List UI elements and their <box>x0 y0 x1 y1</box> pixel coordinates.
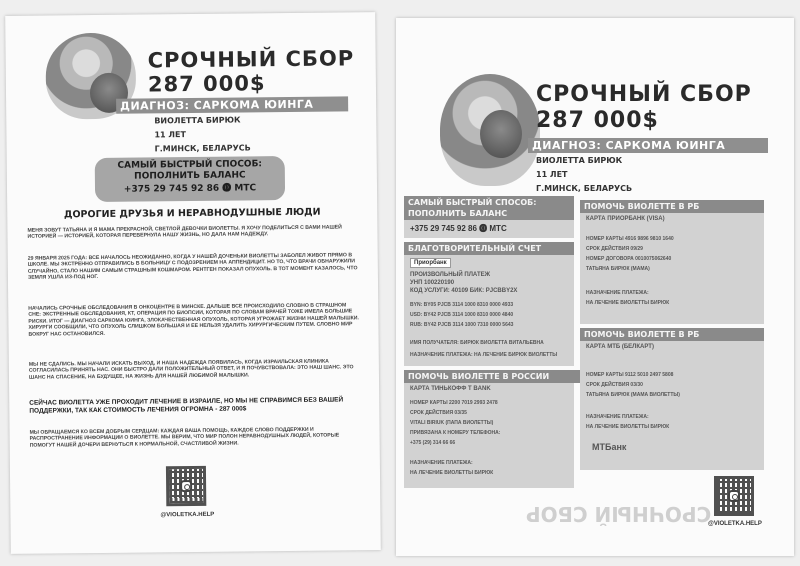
rb-mtb-line: КАРТА МТБ (БЕЛКАРТ) <box>586 344 654 350</box>
headline: СРОЧНЫЙ СБОР <box>147 46 355 73</box>
amount: 287 000$ <box>147 71 266 97</box>
russia-line: КАРТА ТИНЬКОФФ Т BANK <box>410 386 491 392</box>
rb-mtb-line: СРОК ДЕЙСТВИЯ 03/30 <box>586 382 643 388</box>
rb-mtb-title: ПОМОЧЬ ВИОЛЕТТЕ В РБ <box>580 328 764 341</box>
patient-city: Г.МИНСК, БЕЛАРУСЬ <box>536 184 633 193</box>
charity-line: УНП 100220190 <box>410 280 455 286</box>
mtbank-logo: МТБанк <box>592 442 627 452</box>
fast-way-box <box>404 196 574 238</box>
help-rb-mtb-box <box>580 328 764 470</box>
fast-way-pill <box>95 156 285 202</box>
paragraph-5: СЕЙЧАС ВИОЛЕТТА УЖЕ ПРОХОДИТ ЛЕЧЕНИЕ В ИЗРАИЛЕ, НО МЫ НЕ СПРАВИМСЯ БЕЗ ВАШЕЙ ПОДДЕРЖКИ, ТАК КАК СТОИМОСТЬ ЛЕЧЕНИЯ ОГРОМНА - 287 000$ <box>29 396 344 415</box>
priorbank-logo: Приорбанк <box>410 258 451 268</box>
rb-mtb-line: НОМЕР КАРТЫ 9112 5010 2497 5808 <box>586 372 674 378</box>
diagnosis-band: ДИАГНОЗ: САРКОМА ЮИНГА <box>116 96 348 113</box>
patient-name: ВИОЛЕТТА БИРЮК <box>154 115 241 126</box>
instagram-qr-code <box>714 476 754 516</box>
charity-line: RUB: BY42 PJCB 3114 1000 7310 0000 5643 <box>410 322 514 328</box>
help-rb-prior-box <box>580 200 764 324</box>
amount: 287 000$ <box>536 108 659 133</box>
rb-mtb-line: НА ЛЕЧЕНИЕ ВИОЛЕТТЫ БИРЮК <box>586 424 670 430</box>
paragraph-1: МЕНЯ ЗОВУТ ТАТЬЯНА И Я МАМА ПРЕКРАСНОЙ, СВЕТЛОЙ ДЕВОЧКИ ВИОЛЕТТЫ. Я ХОЧУ ПОДЕЛИТЬСЯ С ВАМИ НАШЕЙ ИСТОРИЕЙ — ИСТОРИЕЙ, КОТОРАЯ ПЕРЕВЕРНУЛА НАШУ ЖИЗНЬ, НО ДАЛА НАМ НАДЕЖДУ. <box>27 224 342 241</box>
russia-line: НАЗНАЧЕНИЕ ПЛАТЕЖА: <box>410 460 473 466</box>
instagram-handle: @VIOLETKA.HELP <box>160 511 215 519</box>
patient-age: 11 ЛЕТ <box>154 130 186 140</box>
bleed-through-text: СРОЧНЫЙ СБОР <box>526 502 712 526</box>
charity-line: USD: BY42 PJCB 3114 1000 8310 0000 4840 <box>410 312 514 318</box>
phone-number: +375 29 745 92 86 ⓿ МТС <box>410 224 507 233</box>
patient-age: 11 ЛЕТ <box>536 170 568 179</box>
paragraph-3: НАЧАЛИСЬ СРОЧНЫЕ ОБСЛЕДОВАНИЯ В ОНКОЦЕНТРЕ В МИНСКЕ. ДАЛЬШЕ ВСЕ ПРОИСХОДИЛО СЛОВНО В СТРАШНОМ СНЕ: ЭКСТРЕННЫЕ ОБСЛЕДОВАНИЯ, КТ, ОПЕРАЦИЯ ПО БИОПСИИ, КОТОРАЯ ПО СЛОВАМ ВРАЧЕЙ ТОЖЕ ИМЕЛА БОЛЬШИЕ РИСКИ. ИТОГ — ДИАГНОЗ САРКОМА ЮИНГА, ЗЛОКАЧЕСТВЕННАЯ ОПУХОЛЬ, КОТОРАЯ УГРОЖАЕТ ЖИЗНИ НАШЕЙ МАЛЫШКИ. ХИРУРГИ СООБЩИЛИ, ЧТО ОПУХОЛЬ СЛИШКОМ БОЛЬШАЯ И ЕЕ НЕЛЬЗЯ УДАЛИТЬ ХИРУРГИЧЕСКИМ ПУТЕМ. СЛОВНО МИР ВОКРУГ НАС ОСТАНОВИЛСЯ. <box>28 302 359 338</box>
rb-prior-line: НОМЕР КАРТЫ 4916 9896 9810 1640 <box>586 236 674 242</box>
diagnosis-band: ДИАГНОЗ: САРКОМА ЮИНГА <box>528 138 768 153</box>
charity-line: BYN: BY05 PJCB 3114 1000 8310 0000 4933 <box>410 302 514 308</box>
russia-line: НА ЛЕЧЕНИЕ ВИОЛЕТТЫ БИРЮК <box>410 470 494 476</box>
teddy-bear-image <box>480 110 522 158</box>
fast-way-text: САМЫЙ БЫСТРЫЙ СПОСОБ: ПОПОЛНИТЬ БАЛАНС <box>404 196 574 220</box>
charity-title: БЛАГОТВОРИТЕЛЬНЫЙ СЧЕТ <box>404 242 574 255</box>
rb-mtb-line: ТАТЬЯНА БИРЮК (МАМА ВИОЛЕТТЫ) <box>586 392 680 398</box>
patient-city: Г.МИНСК, БЕЛАРУСЬ <box>154 143 251 154</box>
headline: СРОЧНЫЙ СБОР <box>536 82 752 107</box>
instagram-icon <box>180 480 192 492</box>
russia-line: НОМЕР КАРТЫ 2200 7019 2993 2478 <box>410 400 498 406</box>
russia-line: СРОК ДЕЙСТВИЯ 03/35 <box>410 410 467 416</box>
charity-line: ПРОИЗВОЛЬНЫЙ ПЛАТЕЖ <box>410 272 491 278</box>
phone-number: +375 29 745 92 86 ⓿ МТС <box>123 183 257 195</box>
charity-line: ИМЯ ПОЛУЧАТЕЛЯ: БИРЮК ВИОЛЕТТА ВИТАЛЬЕВНА <box>410 340 544 346</box>
rb-mtb-line: НАЗНАЧЕНИЕ ПЛАТЕЖА: <box>586 414 649 420</box>
help-russia-box <box>404 370 574 488</box>
rb-prior-line: СРОК ДЕЙСТВИЯ 09/29 <box>586 246 643 252</box>
charity-line: КОД УСЛУГИ: 40109 БИК: PJCBBY2X <box>410 288 518 294</box>
russia-line: +375 (29) 314 66 66 <box>410 440 456 446</box>
russia-line: VITALI BIRIUK (ПАПА ВИОЛЕТТЫ) <box>410 420 494 426</box>
instagram-qr-code <box>166 466 206 506</box>
fast-way-text: САМЫЙ БЫСТРЫЙ СПОСОБ: ПОПОЛНИТЬ БАЛАНС <box>117 159 263 182</box>
russia-title: ПОМОЧЬ ВИОЛЕТТЕ В РОССИИ <box>404 370 580 383</box>
rb-prior-title: ПОМОЧЬ ВИОЛЕТТЕ В РБ <box>580 200 764 213</box>
rb-prior-line: НОМЕР ДОГОВОРА 0010075062640 <box>586 256 672 262</box>
paragraph-4: МЫ НЕ СДАЛИСЬ. МЫ НАЧАЛИ ИСКАТЬ ВЫХОД, И НАША НАДЕЖДА ПОЯВИЛАСЬ, КОГДА ИЗРАИЛЬСКАЯ КЛИНИКА СОГЛАСИЛАСЬ ПРИНЯТЬ НАС. ОНИ БЫСТРО ДАЛИ ПОЛОЖИТЕЛЬНЫЙ ОТВЕТ, И Я ПОЧУВСТВОВАЛА: ЭТО НАШ ШАНС. ЭТО ШАНС НА СПАСЕНИЕ, НА БУДУЩЕЕ, НА ЖИЗНЬ ДЛЯ НАШЕЙ ЛЮБИМОЙ МАЛЫШКИ. <box>28 358 354 381</box>
charity-account-box <box>404 242 574 366</box>
left-flyer <box>5 12 381 554</box>
rb-prior-line: КАРТА ПРИОРБАНК (VISA) <box>586 216 665 222</box>
paragraph-2: 29 ЯНВАРЯ 2025 ГОДА: ВСЕ НАЧАЛОСЬ НЕОЖИДАННО, КОГДА У НАШЕЙ ДОЧЕНЬКИ ВИОЛЕТТЫ ЗАБОЛЕЛ ЖИВОТ ПРЯМО В ШКОЛЕ. МЫ ЭКСТРЕННО ОТПРАВИЛИСЬ В БОЛЬНИЦУ С ПОДОЗРЕНИЕМ НА АППЕНДИЦИТ. НО ТО, ЧТО ВРАЧИ ОБНАРУЖИЛИ СЛУЧАЙНО, СТАЛО НАШИМ САМЫМ СТРАШНЫМ КОШМАРОМ. РЕНТГЕН ПОКАЗАЛ ОПУХОЛЬ. В ТОТ МОМЕНТ КАЗАЛОСЬ, ЧТО ЗЕМЛЯ УШЛА ИЗ-ПОД НОГ. <box>27 252 358 281</box>
paragraph-6: МЫ ОБРАЩАЕМСЯ КО ВСЕМ ДОБРЫМ СЕРДЦАМ: КАЖДАЯ ВАША ПОМОЩЬ, КАЖДОЕ СЛОВО ПОДДЕРЖКИ И РАСПРОСТРАНЕНИЕ ИНФОРМАЦИИ О ВИОЛЕТТЕ. МЫ ВЕРИМ, ЧТО МИР ПОЛОН НЕРАВНОДУШНЫХ ЛЮДЕЙ, КОТОРЫЕ ПОМОГУТ НАШЕЙ ДОЧЕРИ ВЕРНУТЬСЯ К НОРМАЛЬНОЙ, СЧАСТЛИВОЙ ЖИЗНИ. <box>29 426 340 449</box>
rb-prior-line: НАЗНАЧЕНИЕ ПЛАТЕЖА: <box>586 290 649 296</box>
appeal-title: ДОРОГИЕ ДРУЗЬЯ И НЕРАВНОДУШНЫЕ ЛЮДИ <box>63 206 321 221</box>
charity-line: НАЗНАЧЕНИЕ ПЛАТЕЖА: НА ЛЕЧЕНИЕ БИРЮК ВИОЛЕТТЫ <box>410 352 558 358</box>
rb-prior-line: ТАТЬЯНА БИРЮК (МАМА) <box>586 266 650 272</box>
instagram-icon <box>728 490 740 502</box>
russia-line: ПРИВЯЗАНА К НОМЕРУ ТЕЛЕФОНА: <box>410 430 501 436</box>
instagram-handle: @VIOLETKA.HELP <box>708 521 762 527</box>
right-flyer <box>396 18 794 556</box>
rb-prior-line: НА ЛЕЧЕНИЕ ВИОЛЕТТЫ БИРЮК <box>586 300 670 306</box>
patient-name: ВИОЛЕТТА БИРЮК <box>536 156 623 165</box>
